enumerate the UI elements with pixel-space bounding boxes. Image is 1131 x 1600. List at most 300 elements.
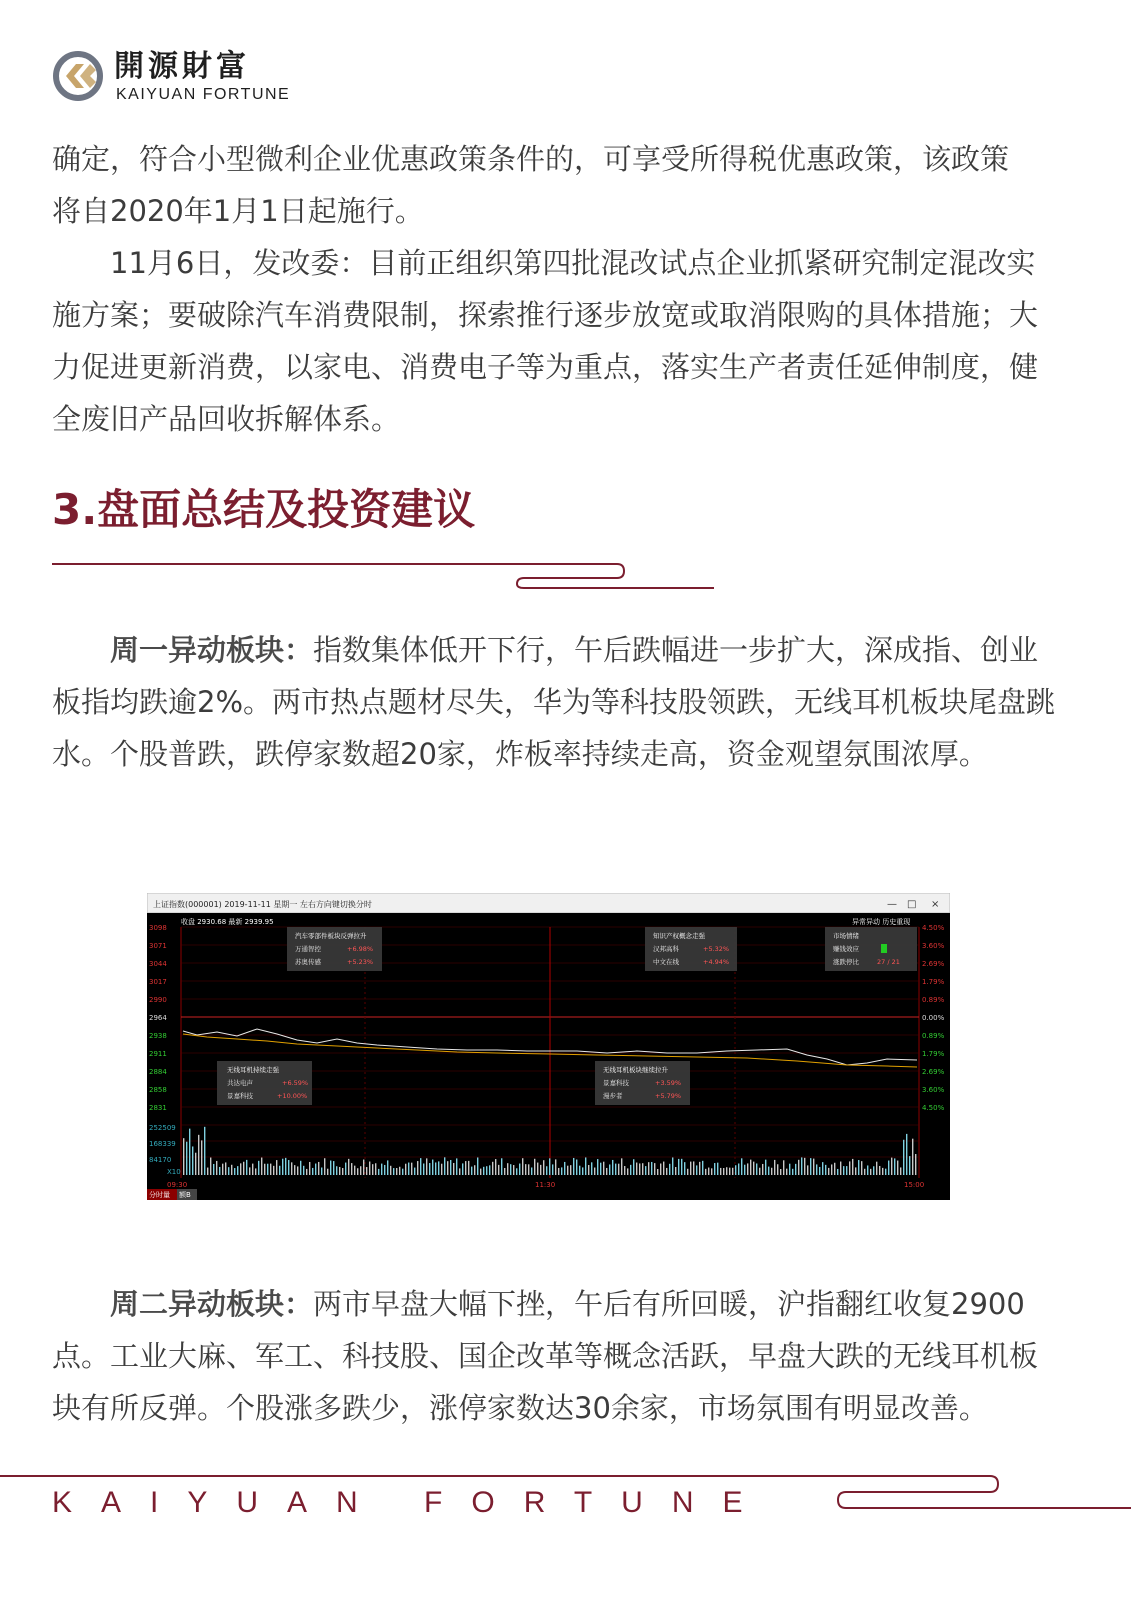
volume-bar xyxy=(783,1160,784,1175)
volume-bar xyxy=(390,1166,391,1175)
volume-bar xyxy=(432,1160,433,1175)
volume-bar xyxy=(339,1167,340,1175)
chart-window-title: 上证指数(000001) 2019-11-11 星期一 左右方向键切换分时 xyxy=(153,900,372,909)
brand-name-en: KAIYUAN FORTUNE xyxy=(116,86,291,103)
volume-bar xyxy=(579,1166,580,1175)
svg-text:赚钱效应: 赚钱效应 xyxy=(833,945,859,953)
svg-text:汽车零部件板块反弹拉升: 汽车零部件板块反弹拉升 xyxy=(295,932,367,940)
volume-bar xyxy=(381,1164,382,1175)
svg-text:2938: 2938 xyxy=(149,1032,167,1040)
volume-bar xyxy=(609,1164,610,1175)
volume-bar xyxy=(525,1164,526,1175)
volume-bar xyxy=(345,1163,346,1175)
monday-text: 指数集体低开下行，午后跌幅进一步扩大，深成指、创业板指均跌逾2%。两市热点题材尽失，华为等科技股领跌，无线耳机板块尾盘跳水。个股普跌，跌停家数超20家，炸板率持续走高，资金观望氛围浓厚。 xyxy=(52,633,1056,771)
volume-bar xyxy=(447,1161,448,1175)
volume-bar xyxy=(546,1166,547,1175)
volume-bar xyxy=(420,1158,421,1175)
volume-bar xyxy=(729,1168,730,1175)
volume-bar xyxy=(360,1166,361,1175)
volume-bar xyxy=(402,1169,403,1175)
volume-bar xyxy=(597,1159,598,1175)
volume-bar xyxy=(570,1165,571,1175)
volume-bar xyxy=(534,1159,535,1175)
volume-bar xyxy=(318,1162,319,1175)
volume-bar xyxy=(564,1162,565,1175)
volume-bar xyxy=(231,1165,232,1175)
news-paragraph: 11月6日，发改委：目前正组织第四批混改试点企业抓紧研究制定混改实施方案；要破除汽车消费限制，探索推行逐步放宽或取消限购的具体措施；大力促进更新消费，以家电、消费电子等为重点，落实生产者责任延伸制度，健全废旧产品回收拆解体系。 xyxy=(52,246,1039,436)
volume-bar xyxy=(258,1161,259,1175)
svg-text:+5.32%: +5.32% xyxy=(703,945,730,953)
volume-bar xyxy=(906,1134,907,1175)
volume-bar xyxy=(807,1165,808,1175)
volume-bar xyxy=(225,1162,226,1175)
minimize-icon[interactable]: — xyxy=(887,899,897,910)
volume-bar xyxy=(405,1164,406,1175)
volume-bar xyxy=(273,1166,274,1175)
volume-bar xyxy=(306,1169,307,1175)
volume-bar xyxy=(513,1165,514,1175)
svg-text:84170: 84170 xyxy=(149,1156,172,1164)
volume-bar xyxy=(891,1158,892,1175)
volume-bar xyxy=(555,1159,556,1175)
popup-wireless-earphones-1 xyxy=(217,1061,312,1105)
svg-text:4.50%: 4.50% xyxy=(922,924,945,932)
volume-bar xyxy=(291,1162,292,1175)
volume-bar xyxy=(234,1168,235,1175)
svg-text:168339: 168339 xyxy=(149,1140,176,1148)
svg-text:共达电声: 共达电声 xyxy=(227,1079,253,1087)
volume-bar xyxy=(237,1166,238,1175)
volume-bar xyxy=(669,1164,670,1175)
volume-bar xyxy=(816,1164,817,1175)
volume-bar xyxy=(249,1167,250,1175)
volume-bar xyxy=(279,1166,280,1175)
volume-bar xyxy=(708,1168,709,1175)
volume-bar xyxy=(630,1165,631,1175)
volume-bar xyxy=(267,1164,268,1175)
volume-bar xyxy=(600,1163,601,1175)
volume-bar xyxy=(648,1162,649,1175)
volume-bar xyxy=(552,1164,553,1175)
volume-bar xyxy=(303,1166,304,1175)
svg-text:汉邦高科: 汉邦高科 xyxy=(653,945,679,953)
volume-bar xyxy=(540,1165,541,1175)
volume-bar xyxy=(831,1164,832,1175)
volume-bar xyxy=(798,1160,799,1175)
volume-bar xyxy=(453,1163,454,1175)
volume-bar xyxy=(399,1167,400,1175)
volume-bar xyxy=(504,1168,505,1175)
volume-bar xyxy=(246,1160,247,1175)
volume-bar xyxy=(348,1159,349,1175)
popup-wireless-earphones-2 xyxy=(595,1061,690,1105)
volume-bar xyxy=(654,1163,655,1175)
volume-bar xyxy=(363,1160,364,1175)
volume-bar xyxy=(699,1162,700,1175)
svg-text:知识产权概念走强: 知识产权概念走强 xyxy=(653,932,705,940)
volume-bar xyxy=(615,1164,616,1175)
volume-bar xyxy=(735,1165,736,1175)
volume-bar xyxy=(768,1167,769,1175)
svg-text:+5.79%: +5.79% xyxy=(655,1092,682,1100)
volume-bar xyxy=(885,1169,886,1175)
volume-bar xyxy=(336,1166,337,1175)
volume-bar xyxy=(519,1164,520,1175)
volume-bar xyxy=(876,1162,877,1175)
volume-bar xyxy=(717,1163,718,1175)
volume-bar xyxy=(561,1167,562,1175)
volume-bar xyxy=(774,1160,775,1175)
volume-bar xyxy=(441,1164,442,1175)
volume-bar xyxy=(459,1168,460,1175)
volume-bar xyxy=(810,1158,811,1175)
volume-bar xyxy=(744,1165,745,1175)
volume-bar xyxy=(201,1140,202,1175)
volume-bar xyxy=(321,1167,322,1175)
tuesday-block xyxy=(52,1278,1057,1434)
volume-bar xyxy=(324,1158,325,1175)
volume-bar xyxy=(228,1167,229,1175)
intro-block xyxy=(52,133,1057,445)
volume-bar xyxy=(786,1169,787,1175)
volume-bar xyxy=(213,1164,214,1175)
volume-bar xyxy=(792,1169,793,1175)
svg-text:0.00%: 0.00% xyxy=(922,1014,945,1022)
volume-bar xyxy=(492,1162,493,1175)
volume-bar xyxy=(189,1129,190,1175)
volume-bar xyxy=(333,1161,334,1175)
brand-name-cn: 開源財富 xyxy=(114,49,250,84)
svg-text:2884: 2884 xyxy=(149,1068,167,1076)
volume-bar xyxy=(657,1169,658,1175)
volume-bar xyxy=(195,1153,196,1175)
volume-bar xyxy=(483,1167,484,1175)
volume-bar xyxy=(663,1162,664,1175)
volume-bar xyxy=(588,1165,589,1175)
volume-bar xyxy=(789,1164,790,1175)
svg-text:2990: 2990 xyxy=(149,996,167,1004)
svg-text:+6.59%: +6.59% xyxy=(282,1079,309,1087)
volume-bar xyxy=(330,1161,331,1175)
volume-bar xyxy=(366,1167,367,1175)
volume-bar xyxy=(765,1160,766,1175)
volume-bar xyxy=(531,1167,532,1175)
kaiyuan-logo-icon xyxy=(52,50,104,102)
volume-bar xyxy=(270,1164,271,1175)
volume-bar xyxy=(645,1166,646,1175)
volume-bar xyxy=(762,1164,763,1175)
volume-bar xyxy=(510,1164,511,1175)
volume-bar xyxy=(582,1167,583,1175)
popup-ip-concept xyxy=(645,927,737,971)
volume-bar xyxy=(369,1162,370,1175)
popup-market-mood xyxy=(825,927,917,971)
volume-bar xyxy=(411,1163,412,1175)
volume-bar xyxy=(894,1158,895,1175)
svg-text:0.89%: 0.89% xyxy=(922,996,945,1004)
volume-bar xyxy=(558,1168,559,1175)
svg-text:苏奥传感: 苏奥传感 xyxy=(295,958,321,966)
volume-bar xyxy=(516,1168,517,1175)
volume-bar xyxy=(300,1161,301,1175)
volume-bar xyxy=(567,1166,568,1175)
svg-text:X10: X10 xyxy=(167,1168,181,1176)
svg-text:+3.59%: +3.59% xyxy=(655,1079,682,1087)
volume-bar xyxy=(618,1164,619,1175)
svg-text:万通智控: 万通智控 xyxy=(295,945,321,953)
volume-bar xyxy=(423,1163,424,1175)
volume-bar xyxy=(351,1163,352,1175)
svg-text:0.89%: 0.89% xyxy=(922,1032,945,1040)
volume-bar xyxy=(852,1159,853,1175)
volume-bar xyxy=(687,1169,688,1175)
volume-bar xyxy=(471,1167,472,1175)
volume-bar xyxy=(261,1158,262,1175)
volume-bar xyxy=(795,1164,796,1175)
volume-bar xyxy=(522,1158,523,1175)
volume-bar xyxy=(639,1163,640,1175)
volume-bar xyxy=(474,1165,475,1175)
volume-bar xyxy=(840,1162,841,1175)
volume-bar xyxy=(372,1164,373,1175)
volume-bar xyxy=(414,1168,415,1175)
volume-bar xyxy=(342,1168,343,1175)
volume-bar xyxy=(756,1163,757,1175)
volume-bar xyxy=(822,1162,823,1175)
svg-text:3.60%: 3.60% xyxy=(922,1086,945,1094)
volume-bar xyxy=(477,1157,478,1175)
volume-bar xyxy=(849,1161,850,1175)
volume-bar xyxy=(912,1139,913,1175)
tab-fenshi[interactable]: 分时量 xyxy=(149,1191,170,1199)
volume-bar xyxy=(837,1169,838,1175)
svg-text:27 / 21: 27 / 21 xyxy=(877,958,900,966)
monday-lead: 周一异动板块： xyxy=(110,633,314,667)
svg-text:漫步者: 漫步者 xyxy=(603,1092,623,1100)
volume-bar xyxy=(207,1168,208,1175)
volume-bar xyxy=(696,1165,697,1175)
volume-bar xyxy=(507,1163,508,1175)
volume-bar xyxy=(501,1158,502,1175)
volume-bar xyxy=(732,1168,733,1175)
volume-bar xyxy=(900,1167,901,1175)
volume-bar xyxy=(681,1159,682,1175)
volume-bar xyxy=(444,1157,445,1175)
volume-bar xyxy=(801,1157,802,1175)
volume-bar xyxy=(576,1160,577,1175)
volume-bar xyxy=(627,1168,628,1175)
svg-text:252509: 252509 xyxy=(149,1124,176,1132)
volume-bar xyxy=(759,1168,760,1175)
svg-text:无线耳机持续走强: 无线耳机持续走强 xyxy=(227,1066,279,1074)
volume-bar xyxy=(315,1164,316,1175)
volume-bar xyxy=(672,1157,673,1175)
svg-text:+10.00%: +10.00% xyxy=(277,1092,308,1100)
volume-bar xyxy=(855,1167,856,1175)
volume-bar xyxy=(240,1163,241,1175)
volume-bar xyxy=(888,1161,889,1175)
volume-bar xyxy=(882,1168,883,1175)
volume-bar xyxy=(714,1163,715,1175)
volume-bar xyxy=(264,1164,265,1175)
volume-bar xyxy=(726,1167,727,1175)
volume-bar xyxy=(312,1168,313,1175)
volume-bar xyxy=(591,1162,592,1175)
section-title: 3.盘面总结及投资建议 xyxy=(52,485,476,534)
volume-bar xyxy=(186,1142,187,1175)
volume-bar xyxy=(651,1162,652,1175)
volume-bar xyxy=(426,1158,427,1175)
svg-text:2964: 2964 xyxy=(149,1014,167,1022)
close-icon[interactable]: × xyxy=(931,899,940,910)
volume-bar xyxy=(621,1158,622,1175)
popup-auto-parts xyxy=(287,927,382,971)
volume-bar xyxy=(585,1157,586,1175)
volume-bar xyxy=(720,1168,721,1175)
volume-bar xyxy=(828,1168,829,1175)
volume-bar xyxy=(573,1158,574,1175)
volume-bar xyxy=(636,1163,637,1175)
volume-bar xyxy=(183,1138,184,1175)
volume-bar xyxy=(435,1162,436,1175)
volume-bar xyxy=(378,1169,379,1175)
svg-text:景嘉科技: 景嘉科技 xyxy=(227,1092,253,1100)
volume-bar xyxy=(777,1164,778,1175)
volume-bar xyxy=(384,1165,385,1175)
volume-bar xyxy=(408,1163,409,1175)
volume-bar xyxy=(612,1160,613,1175)
volume-bar xyxy=(813,1159,814,1175)
volume-bar xyxy=(594,1168,595,1175)
volume-bar xyxy=(834,1163,835,1175)
volume-bar xyxy=(327,1169,328,1175)
volume-bar xyxy=(741,1158,742,1175)
monday-block xyxy=(52,624,1057,780)
volume-bar xyxy=(846,1166,847,1175)
svg-text:+5.23%: +5.23% xyxy=(347,958,374,966)
svg-text:景嘉科技: 景嘉科技 xyxy=(603,1079,629,1087)
volume-bar xyxy=(450,1160,451,1175)
volume-bar xyxy=(693,1161,694,1175)
svg-text:+4.94%: +4.94% xyxy=(703,958,730,966)
tab-amount[interactable]: 额B xyxy=(179,1191,191,1199)
volume-bar xyxy=(858,1160,859,1175)
volume-bar xyxy=(903,1140,904,1175)
volume-bar xyxy=(198,1135,199,1175)
chart-header-right: 异常异动 历史重现 xyxy=(852,918,911,926)
volume-bar xyxy=(897,1161,898,1175)
volume-bar xyxy=(666,1168,667,1175)
volume-bar xyxy=(219,1167,220,1175)
volume-bar xyxy=(282,1159,283,1175)
volume-bar xyxy=(354,1166,355,1175)
volume-bar xyxy=(678,1159,679,1175)
footer-brand: KAIYUAN FORTUNE xyxy=(52,1486,772,1519)
svg-text:+6.98%: +6.98% xyxy=(347,945,374,953)
volume-bar xyxy=(753,1162,754,1175)
volume-bar xyxy=(642,1163,643,1175)
volume-bar xyxy=(294,1165,295,1175)
volume-bar xyxy=(192,1146,193,1175)
chart-header-left: 收盘 2930.68 最新 2939.95 xyxy=(181,918,274,926)
svg-text:3071: 3071 xyxy=(149,942,167,950)
svg-text:中文在线: 中文在线 xyxy=(653,958,679,966)
volume-bar xyxy=(429,1163,430,1175)
volume-bar xyxy=(909,1156,910,1175)
volume-bar xyxy=(870,1169,871,1175)
volume-bar xyxy=(486,1166,487,1175)
volume-bar xyxy=(711,1168,712,1175)
volume-bar xyxy=(216,1161,217,1175)
volume-bar xyxy=(624,1166,625,1175)
svg-text:3017: 3017 xyxy=(149,978,167,986)
volume-bar xyxy=(675,1167,676,1175)
svg-text:3098: 3098 xyxy=(149,924,167,932)
svg-text:市场情绪: 市场情绪 xyxy=(833,932,859,940)
volume-bar xyxy=(285,1158,286,1175)
volume-bar xyxy=(417,1161,418,1175)
volume-bar xyxy=(480,1169,481,1175)
volume-bar xyxy=(915,1154,916,1175)
volume-bar xyxy=(297,1166,298,1175)
maximize-icon[interactable]: □ xyxy=(907,899,917,910)
svg-text:涨跌停比: 涨跌停比 xyxy=(833,958,859,966)
tuesday-text: 两市早盘大幅下挫，午后有所回暖，沪指翻红收复2900点。工业大麻、军工、科技股、国企改革等概念活跃，早盘大跌的无线耳机板块有所反弹。个股涨多跌少，涨停家数达30余家，市场氛围有明显改善。 xyxy=(52,1287,1039,1425)
volume-bar xyxy=(537,1163,538,1175)
svg-text:1.79%: 1.79% xyxy=(922,1050,945,1058)
volume-bar xyxy=(738,1163,739,1175)
volume-bar xyxy=(705,1169,706,1175)
intraday-chart xyxy=(147,893,950,1200)
volume-bar xyxy=(387,1160,388,1175)
volume-bar xyxy=(702,1161,703,1175)
volume-bar xyxy=(864,1169,865,1175)
volume-bar xyxy=(861,1161,862,1175)
volume-bar xyxy=(780,1169,781,1175)
volume-bar xyxy=(375,1163,376,1175)
volume-bar xyxy=(456,1158,457,1175)
volume-bar xyxy=(462,1163,463,1175)
svg-text:3044: 3044 xyxy=(149,960,167,968)
volume-bar xyxy=(843,1166,844,1175)
volume-bar xyxy=(528,1164,529,1175)
volume-bar xyxy=(255,1168,256,1175)
volume-bar xyxy=(660,1163,661,1175)
volume-bar xyxy=(438,1161,439,1175)
volume-bar xyxy=(468,1161,469,1175)
volume-bar xyxy=(243,1162,244,1175)
volume-bar xyxy=(543,1160,544,1175)
volume-bar xyxy=(495,1159,496,1175)
svg-text:4.50%: 4.50% xyxy=(922,1104,945,1112)
volume-bar xyxy=(357,1168,358,1175)
volume-bar xyxy=(633,1159,634,1175)
tuesday-lead: 周二异动板块： xyxy=(110,1287,314,1321)
volume-bar xyxy=(222,1164,223,1175)
volume-bar xyxy=(873,1166,874,1175)
volume-bar xyxy=(288,1160,289,1175)
volume-bar xyxy=(252,1164,253,1175)
volume-bar xyxy=(723,1168,724,1175)
x-label-mid: 11:30 xyxy=(535,1181,556,1189)
volume-bar xyxy=(879,1166,880,1175)
volume-bar xyxy=(690,1162,691,1175)
volume-bar xyxy=(606,1168,607,1175)
volume-bar xyxy=(804,1158,805,1175)
volume-bar xyxy=(210,1158,211,1175)
svg-text:无线耳机板块继续拉升: 无线耳机板块继续拉升 xyxy=(603,1066,668,1074)
volume-bar xyxy=(603,1162,604,1175)
